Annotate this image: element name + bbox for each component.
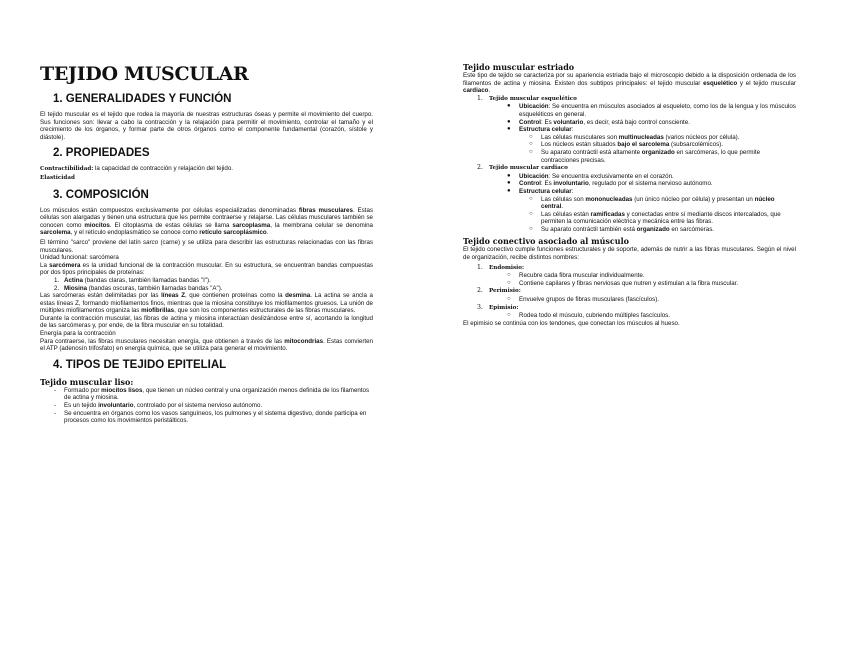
list-item: ○ Rodea todo el músculo, cubriendo múltiples fascículos. [507,312,670,320]
right-column [463,62,796,327]
liso-list [40,387,373,425]
contractility-text: la capacidad de contracción y relajación del tejido. [93,165,233,173]
list-item: ○ Contiene capilares y fibras nerviosas que nutren y estimulan a la fibra muscular. [507,279,739,287]
connective-heading: Tejido conectivo asociado al músculo [463,236,629,247]
energia-subtitle: Energía para la contracción [40,330,116,338]
list-item: ● Estructura celular: [507,187,574,195]
list-item: ○ Las células musculares son multinucleadas (varios núcleos por célula). [529,133,740,141]
list-item: 2. Miosina (bandas oscuras, también llamadas bandas "A"). [54,284,223,292]
striated-paragraph: Este tipo de tejido se caracteriza por su apariencia estriada bajo el microscopio debido a la disposición ordenada de los filamentos de actina y miosina. Existen dos subtipos principales: el tejido muscular esquelético y el tejido muscular cardiaco. [463,72,796,95]
list-item: 2. Tejido muscular cardiaco [477,164,568,172]
striated-heading: Tejido muscular estriado [463,62,575,72]
list-item: 3. Epimisio: [477,303,519,311]
connective-list [463,264,796,320]
composicion-paragraph-1: Los músculos están compuestos exclusivamente por células especializadas denominadas fibras musculares. Estas células son alargadas y tienen una estructura que les permite contraerse y relajarse. Las células musculares también se conocen como miocitos. El citoplasma de estas células se llama sarcoplasma, la membrana celular se denomina sarcolema, y el retículo endoplasmático se conoce como retículo sarcoplásmico. [40,206,373,237]
list-item: ● Control: Es involuntario, regulado por el sistema nervioso autónomo. [507,180,713,188]
energia-paragraph: Para contraerse, las fibras musculares necesitan energía, que obtienen a través de las mitocondrias. Estas convierten el ATP (adenosín trifosfato) en energía química, que se utiliza para generar el movimiento. [40,337,373,353]
elasticity-label: Elasticidad [40,174,75,181]
sarcomera-paragraph: La sarcómera es la unidad funcional de la contracción muscular. En su estructura, se encuentran bandas compuestas por dos tipos principales de proteínas: [40,261,373,277]
document-title: TEJIDO MUSCULAR [40,63,249,85]
list-item: 2. Perimisio: [477,287,521,295]
list-item: ○ Los núcleos están situados bajo el sarcolema (subsarcolémicos). [529,141,723,149]
list-item: 1. Endomisio: [477,263,525,271]
list-item: - Formado por miocitos lisos, que tienen un núcleo central y una organización menos definida de los filamentos de actina y miosina. [40,387,373,402]
contractility-line [40,165,373,174]
generalidades-paragraph: El tejido muscular es el tejido que rodea la mayoría de nuestras estructuras óseas y permite el movimiento del cuerpo. Sus funciones son: llevar a cabo la contracción y la relajación para permitir el movimiento, controlar el tamaño y el crecimiento de los órganos, y formar parte de otros órganos como el componente fundamental (corazón, sístole y diástole). [40,111,373,141]
list-item: ○ Las células están ramificadas y conectadas entre sí mediante discos intercalados, que permiten la comunicación eléctrica y mecánica entre las fibras. [529,210,781,226]
closing-paragraph: El epimisio se continúa con los tendones, que conectan los músculos al hueso. [463,319,680,327]
list-item: - Se encuentra en órganos como los vasos sanguíneos, los pulmones y el sistema digestivo, donde participa en procesos como los movimientos peristálticos. [40,410,373,425]
list-item: ● Estructura celular: [507,126,574,134]
contractility-label: Contractibilidad: [40,166,94,173]
section-heading-generalidades: 1. GENERALIDADES Y FUNCIÓN [53,92,232,106]
list-item: 1. Actina (bandas claras, también llamadas bandas "I"). [54,276,211,284]
connective-paragraph: El tejido conectivo cumple funciones estructurales y de soporte, además de nutrir a las fibras musculares. Según el nivel de organización, recibe distintos nombres: [463,246,796,262]
protein-list [40,277,373,292]
section-heading-tipos: 4. TIPOS DE TEJIDO EPITELIAL [53,358,227,372]
composicion-paragraph-2: El término "sarco" proviene del latín sarco (carne) y se utiliza para describir las estructuras relacionadas con las fibras musculares. [40,238,373,254]
list-item: ○ Su aparato contráctil también está organizado en sarcómeras. [529,225,715,233]
sarcomera-subtitle: Unidad funcional: sarcómera [40,254,119,262]
left-column [40,62,373,425]
liso-subheading: Tejido muscular liso: [40,376,134,387]
list-item: ○ Envuelve grupos de fibras musculares (fascículos). [507,296,659,304]
list-item: ● Ubicación: Se encuentra en músculos asociados al esqueleto, como los de la lengua y los músculos esqueléticos en general. [507,103,796,118]
striated-list [463,95,796,234]
list-item: - Es un tejido involuntario, controlado por el sistema nervioso autónomo. [40,402,373,410]
list-item: ○ Su aparato contráctil está altamente organizado en sarcómeras, lo que permite contracciones precisas. [529,148,761,164]
list-item: 1. Tejido muscular esquelético [477,94,577,102]
list-item: ○ Recubre cada fibra muscular individualmente. [507,272,645,280]
list-item: ● Ubicación: Se encuentra exclusivamente en el corazón. [507,172,674,180]
list-item: ○ Las células son mononucleadas (un único núcleo por célula) y presentan un núcleo central. [529,195,775,211]
contraccion-paragraph: Durante la contracción muscular, las fibras de actina y miosina interactúan deslizándose entre sí, acortando la longitud de las sarcómeras y, por ende, de la fibra muscular en su totalidad. [40,314,373,330]
elasticity-line [40,174,373,183]
lineas-z-paragraph: Las sarcómeras están delimitadas por las líneas Z, que contienen proteínas como la desmina. La actina se ancla a estas líneas Z, formando miofilamentos finos, mientras que la miosina constituye los miofilamentos gruesos. La unión de múltiples miofilamentos organiza las miofibrillas, que son los componentes estructurales de las fibras musculares. [40,292,373,315]
section-heading-propiedades: 2. PROPIEDADES [53,147,150,160]
list-item: ● Control: Es voluntario, es decir, está bajo control consciente. [507,118,690,126]
section-heading-composicion: 3. COMPOSICIÓN [53,188,149,201]
